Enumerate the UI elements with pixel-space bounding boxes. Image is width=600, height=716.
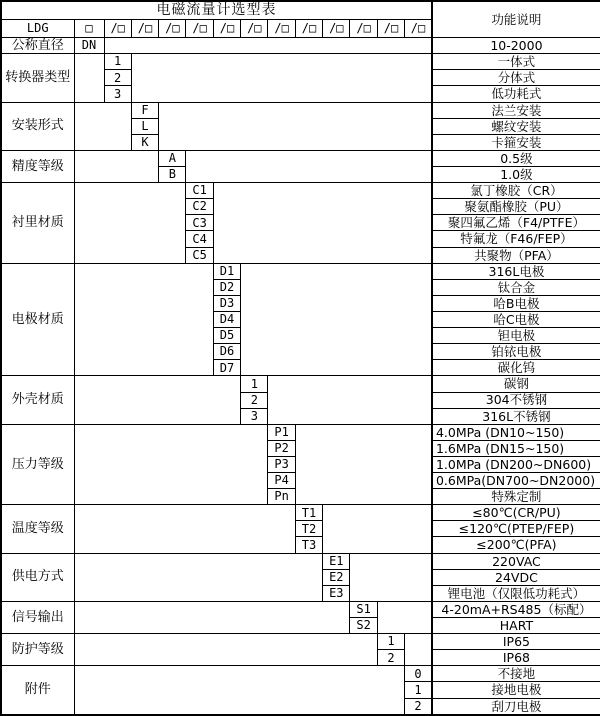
group-label-housing-material: 外壳材质 (1, 376, 74, 424)
code-cell: 3 (241, 408, 268, 424)
desc-cell: 低功耗式 (432, 86, 600, 102)
group-label-converter-type: 转换器类型 (1, 54, 74, 102)
code-cell: C4 (186, 231, 213, 247)
desc-cell: 1.0MPa (DN200~DN600) (432, 456, 600, 472)
desc-cell: 共聚物（PFA） (432, 247, 600, 263)
desc-cell: 1.0级 (432, 166, 600, 182)
code-cell: 1 (241, 376, 268, 392)
code-cell: B (159, 166, 186, 182)
filler-cell (74, 505, 295, 553)
code-cell: D3 (213, 295, 240, 311)
code-cell: S2 (350, 618, 377, 634)
code-cell: 1 (377, 634, 404, 650)
desc-cell: 接地电极 (432, 682, 600, 698)
code-cell: C5 (186, 247, 213, 263)
desc-cell: 碳钢 (432, 376, 600, 392)
group-label-temperature-rating: 温度等级 (1, 505, 74, 553)
model-slot-cell: /□ (241, 19, 268, 37)
desc-cell: 碳化钨 (432, 360, 600, 376)
filler-cell (131, 54, 432, 102)
desc-cell: 铂铱电极 (432, 344, 600, 360)
filler-cell (74, 601, 350, 633)
model-slot-cell: /□ (104, 19, 131, 37)
desc-cell: 氯丁橡胶（CR） (432, 183, 600, 199)
filler-cell (74, 376, 241, 424)
code-cell: C1 (186, 183, 213, 199)
group-label-installation: 安装形式 (1, 102, 74, 150)
code-cell: P1 (268, 424, 295, 440)
filler-cell (74, 150, 159, 182)
desc-cell: 一体式 (432, 54, 600, 70)
filler-cell (295, 424, 432, 505)
code-cell: P3 (268, 456, 295, 472)
model-slot-cell: /□ (268, 19, 295, 37)
desc-cell: ≤80℃(CR/PU) (432, 505, 600, 521)
model-slot-cell: /□ (350, 19, 377, 37)
model-slot-cell: /□ (131, 19, 158, 37)
desc-cell: 法兰安装 (432, 102, 600, 118)
desc-cell: 316L电极 (432, 263, 600, 279)
code-cell: 1 (104, 54, 131, 70)
desc-cell: 304不锈钢 (432, 392, 600, 408)
desc-cell: IP65 (432, 634, 600, 650)
code-cell: 2 (241, 392, 268, 408)
filler-cell (74, 263, 213, 376)
group-label-nominal-diameter: 公称直径 (1, 37, 74, 54)
desc-cell: 哈B电极 (432, 295, 600, 311)
code-cell: T3 (295, 537, 322, 553)
filler-cell (323, 505, 432, 553)
desc-cell: 316L不锈钢 (432, 408, 600, 424)
filler-cell (241, 263, 432, 376)
model-slot-cell: /□ (323, 19, 350, 37)
model-slot-cell: /□ (295, 19, 322, 37)
filler-cell (268, 376, 432, 424)
code-cell: F (131, 102, 158, 118)
filler-cell (74, 102, 131, 150)
model-slot-cell: /□ (405, 19, 432, 37)
model-prefix: LDG (1, 19, 74, 37)
code-cell: C3 (186, 215, 213, 231)
code-cell: P4 (268, 473, 295, 489)
code-cell: 2 (405, 698, 432, 715)
filler-cell (377, 601, 432, 633)
code-cell: E1 (323, 553, 350, 569)
filler-cell (74, 54, 104, 102)
desc-cell: 锂电池（仅限低功耗式） (432, 585, 600, 601)
filler-cell (74, 553, 323, 601)
code-cell: D4 (213, 311, 240, 327)
filler-cell (350, 553, 432, 601)
desc-cell: 哈C电极 (432, 311, 600, 327)
filler-cell (74, 666, 405, 715)
code-cell: 1 (405, 682, 432, 698)
code-cell: 3 (104, 86, 131, 102)
group-label-electrode-material: 电极材质 (1, 263, 74, 376)
desc-cell: IP68 (432, 650, 600, 666)
code-cell: C2 (186, 199, 213, 215)
group-label-protection-rating: 防护等级 (1, 634, 74, 666)
code-cell: E2 (323, 569, 350, 585)
desc-cell: 聚氨酯橡胶（PU） (432, 199, 600, 215)
filler-cell (74, 183, 186, 264)
code-cell: D2 (213, 279, 240, 295)
desc-cell: 聚四氟乙烯（F4/PTFE） (432, 215, 600, 231)
model-slot-cell: /□ (213, 19, 240, 37)
desc-cell: 特殊定制 (432, 489, 600, 505)
code-cell: DN (74, 37, 104, 54)
code-cell: 2 (377, 650, 404, 666)
desc-cell: HART (432, 618, 600, 634)
table-title: 电磁流量计选型表 (1, 1, 432, 19)
code-cell: D5 (213, 328, 240, 344)
code-cell: L (131, 118, 158, 134)
group-label-lining-material: 衬里材质 (1, 183, 74, 264)
filler-cell (213, 183, 432, 264)
desc-cell: 4-20mA+RS485（标配） (432, 601, 600, 617)
code-cell: D1 (213, 263, 240, 279)
group-label-accuracy: 精度等级 (1, 150, 74, 182)
desc-cell: 特氟龙（F46/FEP） (432, 231, 600, 247)
desc-cell: 螺纹安装 (432, 118, 600, 134)
code-cell: 0 (405, 666, 432, 682)
function-column-header: 功能说明 (432, 1, 600, 37)
desc-cell: ≤120℃(PTEP/FEP) (432, 521, 600, 537)
desc-cell: 卡箍安装 (432, 134, 600, 150)
code-cell: P2 (268, 440, 295, 456)
code-cell: K (131, 134, 158, 150)
desc-cell: 0.6MPa(DN700~DN2000) (432, 473, 600, 489)
code-cell: T1 (295, 505, 322, 521)
desc-cell: 24VDC (432, 569, 600, 585)
desc-cell: 0.5级 (432, 150, 600, 166)
group-label-signal-output: 信号输出 (1, 601, 74, 633)
code-cell: E3 (323, 585, 350, 601)
code-cell: D7 (213, 360, 240, 376)
desc-cell: 钛合金 (432, 279, 600, 295)
desc-cell: 分体式 (432, 70, 600, 86)
model-box-cell: □ (74, 19, 104, 37)
code-cell: D6 (213, 344, 240, 360)
group-label-power-supply: 供电方式 (1, 553, 74, 601)
filler-cell (405, 634, 432, 666)
filler-cell (104, 37, 432, 54)
desc-cell: 4.0MPa (DN10~150) (432, 424, 600, 440)
filler-cell (186, 150, 432, 182)
desc-cell: 钽电极 (432, 328, 600, 344)
model-slot-cell: /□ (186, 19, 213, 37)
group-label-pressure-rating: 压力等级 (1, 424, 74, 505)
code-cell: A (159, 150, 186, 166)
desc-cell: 不接地 (432, 666, 600, 682)
code-cell: T2 (295, 521, 322, 537)
code-cell: Pn (268, 489, 295, 505)
model-slot-cell: /□ (377, 19, 404, 37)
filler-cell (159, 102, 432, 150)
group-label-accessories: 附件 (1, 666, 74, 715)
desc-cell: 1.6MPa (DN15~150) (432, 440, 600, 456)
desc-cell: 220VAC (432, 553, 600, 569)
desc-cell: 10-2000 (432, 37, 600, 54)
desc-cell: 刮刀电极 (432, 698, 600, 715)
model-slot-cell: /□ (159, 19, 186, 37)
code-cell: S1 (350, 601, 377, 617)
filler-cell (74, 424, 268, 505)
filler-cell (74, 634, 377, 666)
desc-cell: ≤200℃(PFA) (432, 537, 600, 553)
code-cell: 2 (104, 70, 131, 86)
